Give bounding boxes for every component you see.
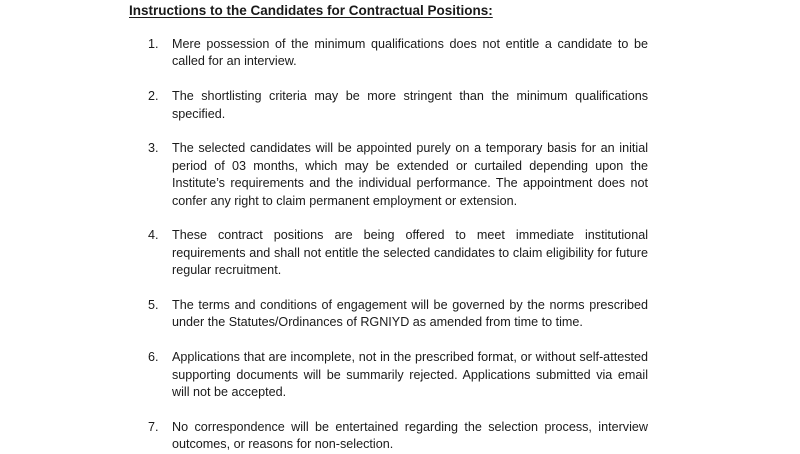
item-text: These contract positions are being offered to meet immediate institutional requirements and shall not entitle the selected candidates to claim eligibility for future regular recruitment. xyxy=(172,228,648,278)
list-item xyxy=(148,419,648,454)
item-text: The shortlisting criteria may be more stringent than the minimum qualifications specified. xyxy=(172,89,648,121)
instructions-list xyxy=(148,36,648,454)
list-item xyxy=(148,349,648,401)
item-number: 4. xyxy=(148,228,159,243)
item-number: 5. xyxy=(148,298,159,313)
item-text: Mere possession of the minimum qualifications does not entitle a candidate to be called for an interview. xyxy=(172,37,648,69)
list-item xyxy=(148,36,648,71)
list-item xyxy=(148,227,648,279)
list-item xyxy=(148,297,648,332)
item-text: The terms and conditions of engagement will be governed by the norms prescribed under the Statutes/Ordinances of RGNIYD as amended from time to time. xyxy=(172,298,648,330)
item-number: 7. xyxy=(148,419,159,434)
item-number: 6. xyxy=(148,350,159,365)
list-item xyxy=(148,88,648,123)
item-number: 2. xyxy=(148,89,159,104)
item-text: Applications that are incomplete, not in the prescribed format, or without self-attested supporting documents will be summarily rejected. Applications submitted via email will not be accepted. xyxy=(172,350,648,400)
document-title: Instructions to the Candidates for Contractual Positions: xyxy=(129,3,493,18)
list-item xyxy=(148,140,648,210)
item-number: 1. xyxy=(148,37,159,51)
item-text: The selected candidates will be appointed purely on a temporary basis for an initial period of 03 months, which may be extended or curtailed depending upon the Institute’s requirements and the individual performance. The appointment does not confer any right to claim permanent employment or extension. xyxy=(172,141,648,208)
item-number: 3. xyxy=(148,141,159,156)
item-text: No correspondence will be entertained regarding the selection process, interview outcomes, or reasons for non-selection. xyxy=(172,419,648,452)
